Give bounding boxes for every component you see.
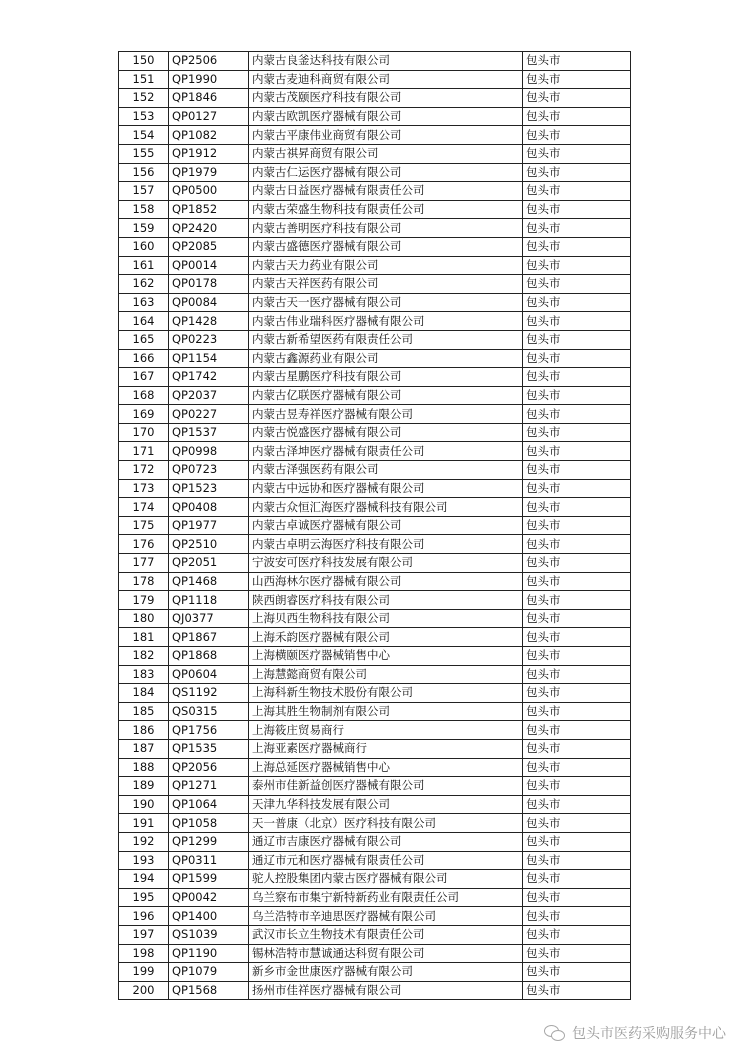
registration-code-cell: QP2051 [169, 554, 249, 573]
registration-code-cell: QP1154 [169, 349, 249, 368]
table-row [119, 739, 631, 758]
watermark-text: 包头市医药采购服务中心 [572, 1026, 726, 1042]
registration-code-cell: QP1058 [169, 814, 249, 833]
row-number-cell: 183 [119, 665, 169, 684]
registration-code-cell: QS0315 [169, 702, 249, 721]
city-cell: 包头市 [523, 721, 631, 740]
registration-code-cell: QP0084 [169, 293, 249, 312]
city-cell: 包头市 [523, 628, 631, 647]
city-cell: 包头市 [523, 330, 631, 349]
company-name-cell: 通辽市元和医疗器械有限责任公司 [249, 851, 523, 870]
row-number-cell: 179 [119, 591, 169, 610]
city-cell: 包头市 [523, 89, 631, 108]
row-number-cell: 178 [119, 572, 169, 591]
city-cell: 包头市 [523, 795, 631, 814]
city-cell: 包头市 [523, 647, 631, 666]
city-cell: 包头市 [523, 851, 631, 870]
city-cell: 包头市 [523, 293, 631, 312]
row-number-cell: 189 [119, 777, 169, 796]
registration-code-cell: QP1400 [169, 907, 249, 926]
company-name-cell: 内蒙古泽坤医疗器械有限责任公司 [249, 442, 523, 461]
row-number-cell: 159 [119, 219, 169, 238]
table-row [119, 405, 631, 424]
city-cell: 包头市 [523, 349, 631, 368]
row-number-cell: 186 [119, 721, 169, 740]
company-name-cell: 武汉市长立生物技术有限责任公司 [249, 925, 523, 944]
table-row [119, 368, 631, 387]
row-number-cell: 185 [119, 702, 169, 721]
registration-code-cell: QP2506 [169, 52, 249, 71]
city-cell: 包头市 [523, 758, 631, 777]
registration-code-cell: QP2420 [169, 219, 249, 238]
company-name-cell: 通辽市吉康医疗器械有限公司 [249, 832, 523, 851]
registry-table [118, 51, 631, 1000]
city-cell: 包头市 [523, 777, 631, 796]
company-name-cell: 内蒙古新希望医药有限责任公司 [249, 330, 523, 349]
table-row [119, 684, 631, 703]
row-number-cell: 172 [119, 461, 169, 480]
row-number-cell: 190 [119, 795, 169, 814]
table-row [119, 200, 631, 219]
row-number-cell: 170 [119, 423, 169, 442]
table-row [119, 423, 631, 442]
row-number-cell: 177 [119, 554, 169, 573]
row-number-cell: 163 [119, 293, 169, 312]
row-number-cell: 165 [119, 330, 169, 349]
row-number-cell: 152 [119, 89, 169, 108]
table-row [119, 777, 631, 796]
table-row [119, 795, 631, 814]
city-cell: 包头市 [523, 925, 631, 944]
city-cell: 包头市 [523, 944, 631, 963]
registration-code-cell: QP0311 [169, 851, 249, 870]
company-name-cell: 内蒙古善明医疗科技有限公司 [249, 219, 523, 238]
watermark [544, 1023, 726, 1043]
row-number-cell: 167 [119, 368, 169, 387]
row-number-cell: 187 [119, 739, 169, 758]
city-cell: 包头市 [523, 739, 631, 758]
row-number-cell: 180 [119, 609, 169, 628]
row-number-cell: 166 [119, 349, 169, 368]
company-name-cell: 上海贝西生物科技有限公司 [249, 609, 523, 628]
city-cell: 包头市 [523, 219, 631, 238]
registration-code-cell: QP1852 [169, 200, 249, 219]
table-row [119, 70, 631, 89]
table-row [119, 907, 631, 926]
row-number-cell: 156 [119, 163, 169, 182]
company-name-cell: 内蒙古昱寿祥医疗器械有限公司 [249, 405, 523, 424]
company-name-cell: 内蒙古日益医疗器械有限责任公司 [249, 182, 523, 201]
registration-code-cell: QP0500 [169, 182, 249, 201]
city-cell: 包头市 [523, 275, 631, 294]
city-cell: 包头市 [523, 870, 631, 889]
table-row [119, 554, 631, 573]
table-row [119, 386, 631, 405]
table-row [119, 944, 631, 963]
company-name-cell: 上海横颐医疗器械销售中心 [249, 647, 523, 666]
city-cell: 包头市 [523, 907, 631, 926]
table-row [119, 330, 631, 349]
company-name-cell: 内蒙古鑫源药业有限公司 [249, 349, 523, 368]
city-cell: 包头市 [523, 832, 631, 851]
city-cell: 包头市 [523, 702, 631, 721]
row-number-cell: 174 [119, 498, 169, 517]
registration-code-cell: QP1868 [169, 647, 249, 666]
registration-code-cell: QP1846 [169, 89, 249, 108]
company-name-cell: 上海筱庄贸易商行 [249, 721, 523, 740]
table-row [119, 349, 631, 368]
company-name-cell: 内蒙古亿联医疗器械有限公司 [249, 386, 523, 405]
table-row [119, 516, 631, 535]
registry-table-container [118, 51, 630, 1000]
company-name-cell: 上海禾韵医疗器械有限公司 [249, 628, 523, 647]
row-number-cell: 198 [119, 944, 169, 963]
city-cell: 包头市 [523, 516, 631, 535]
company-name-cell: 上海其胜生物制剂有限公司 [249, 702, 523, 721]
row-number-cell: 181 [119, 628, 169, 647]
row-number-cell: 184 [119, 684, 169, 703]
row-number-cell: 193 [119, 851, 169, 870]
city-cell: 包头市 [523, 684, 631, 703]
registration-code-cell: QP0227 [169, 405, 249, 424]
company-name-cell: 宁波安可医疗科技发展有限公司 [249, 554, 523, 573]
table-row [119, 163, 631, 182]
table-row [119, 219, 631, 238]
city-cell: 包头市 [523, 237, 631, 256]
city-cell: 包头市 [523, 405, 631, 424]
company-name-cell: 内蒙古卓明云海医疗科技有限公司 [249, 535, 523, 554]
row-number-cell: 171 [119, 442, 169, 461]
table-row [119, 925, 631, 944]
registration-code-cell: QP1912 [169, 144, 249, 163]
table-row [119, 814, 631, 833]
table-row [119, 702, 631, 721]
registration-code-cell: QP2085 [169, 237, 249, 256]
row-number-cell: 153 [119, 107, 169, 126]
row-number-cell: 162 [119, 275, 169, 294]
company-name-cell: 内蒙古中远协和医疗器械有限公司 [249, 479, 523, 498]
table-row [119, 572, 631, 591]
company-name-cell: 天一普康（北京）医疗科技有限公司 [249, 814, 523, 833]
row-number-cell: 158 [119, 200, 169, 219]
row-number-cell: 173 [119, 479, 169, 498]
row-number-cell: 192 [119, 832, 169, 851]
city-cell: 包头市 [523, 591, 631, 610]
registration-code-cell: QP1867 [169, 628, 249, 647]
table-row [119, 628, 631, 647]
city-cell: 包头市 [523, 163, 631, 182]
city-cell: 包头市 [523, 70, 631, 89]
table-row [119, 721, 631, 740]
city-cell: 包头市 [523, 52, 631, 71]
row-number-cell: 150 [119, 52, 169, 71]
registration-code-cell: QP1468 [169, 572, 249, 591]
city-cell: 包头市 [523, 665, 631, 684]
registration-code-cell: QP1535 [169, 739, 249, 758]
city-cell: 包头市 [523, 144, 631, 163]
company-name-cell: 内蒙古仁运医疗器械有限公司 [249, 163, 523, 182]
row-number-cell: 200 [119, 981, 169, 1000]
table-row [119, 591, 631, 610]
table-row [119, 107, 631, 126]
company-name-cell: 内蒙古麦迪科商贸有限公司 [249, 70, 523, 89]
registration-code-cell: QP0178 [169, 275, 249, 294]
company-name-cell: 内蒙古卓诚医疗器械有限公司 [249, 516, 523, 535]
company-name-cell: 天津九华科技发展有限公司 [249, 795, 523, 814]
registration-code-cell: QS1039 [169, 925, 249, 944]
company-name-cell: 陕西朗睿医疗科技有限公司 [249, 591, 523, 610]
registration-code-cell: QJ0377 [169, 609, 249, 628]
row-number-cell: 188 [119, 758, 169, 777]
company-name-cell: 内蒙古良釜达科技有限公司 [249, 52, 523, 71]
row-number-cell: 155 [119, 144, 169, 163]
table-row [119, 89, 631, 108]
city-cell: 包头市 [523, 498, 631, 517]
row-number-cell: 197 [119, 925, 169, 944]
company-name-cell: 内蒙古天祥医药有限公司 [249, 275, 523, 294]
table-row [119, 144, 631, 163]
registration-code-cell: QP1190 [169, 944, 249, 963]
row-number-cell: 164 [119, 312, 169, 331]
registration-code-cell: QP0723 [169, 461, 249, 480]
city-cell: 包头市 [523, 423, 631, 442]
city-cell: 包头市 [523, 107, 631, 126]
registration-code-cell: QP1568 [169, 981, 249, 1000]
table-row [119, 609, 631, 628]
table-row [119, 126, 631, 145]
registration-code-cell: QP1271 [169, 777, 249, 796]
city-cell: 包头市 [523, 479, 631, 498]
wechat-icon [544, 1024, 566, 1042]
registration-code-cell: QP0127 [169, 107, 249, 126]
row-number-cell: 151 [119, 70, 169, 89]
table-row [119, 758, 631, 777]
company-name-cell: 上海慧懿商贸有限公司 [249, 665, 523, 684]
registry-table-body [119, 52, 631, 1000]
city-cell: 包头市 [523, 572, 631, 591]
row-number-cell: 169 [119, 405, 169, 424]
city-cell: 包头市 [523, 888, 631, 907]
company-name-cell: 内蒙古伟业瑞科医疗器械有限公司 [249, 312, 523, 331]
row-number-cell: 191 [119, 814, 169, 833]
row-number-cell: 199 [119, 963, 169, 982]
company-name-cell: 内蒙古荣盛生物科技有限责任公司 [249, 200, 523, 219]
registration-code-cell: QP0014 [169, 256, 249, 275]
city-cell: 包头市 [523, 461, 631, 480]
table-row [119, 963, 631, 982]
registration-code-cell: QP1977 [169, 516, 249, 535]
company-name-cell: 内蒙古悦盛医疗器械有限公司 [249, 423, 523, 442]
registration-code-cell: QP2037 [169, 386, 249, 405]
table-row [119, 182, 631, 201]
row-number-cell: 176 [119, 535, 169, 554]
city-cell: 包头市 [523, 554, 631, 573]
table-row [119, 275, 631, 294]
city-cell: 包头市 [523, 126, 631, 145]
company-name-cell: 山西海林尔医疗器械有限公司 [249, 572, 523, 591]
company-name-cell: 内蒙古泽强医药有限公司 [249, 461, 523, 480]
company-name-cell: 内蒙古星鹏医疗科技有限公司 [249, 368, 523, 387]
city-cell: 包头市 [523, 312, 631, 331]
row-number-cell: 182 [119, 647, 169, 666]
registration-code-cell: QP1079 [169, 963, 249, 982]
registration-code-cell: QP0604 [169, 665, 249, 684]
table-row [119, 832, 631, 851]
registration-code-cell: QP1756 [169, 721, 249, 740]
company-name-cell: 上海科新生物技术股份有限公司 [249, 684, 523, 703]
registration-code-cell: QP1742 [169, 368, 249, 387]
registration-code-cell: QP1599 [169, 870, 249, 889]
table-row [119, 312, 631, 331]
registration-code-cell: QP0998 [169, 442, 249, 461]
company-name-cell: 上海总延医疗器械销售中心 [249, 758, 523, 777]
registration-code-cell: QS1192 [169, 684, 249, 703]
company-name-cell: 内蒙古天一医疗器械有限公司 [249, 293, 523, 312]
company-name-cell: 锡林浩特市慧诚通达科贸有限公司 [249, 944, 523, 963]
table-row [119, 535, 631, 554]
registration-code-cell: QP2510 [169, 535, 249, 554]
table-row [119, 442, 631, 461]
registration-code-cell: QP1523 [169, 479, 249, 498]
row-number-cell: 154 [119, 126, 169, 145]
row-number-cell: 157 [119, 182, 169, 201]
city-cell: 包头市 [523, 609, 631, 628]
table-row [119, 293, 631, 312]
table-row [119, 498, 631, 517]
table-row [119, 647, 631, 666]
city-cell: 包头市 [523, 386, 631, 405]
table-row [119, 888, 631, 907]
registration-code-cell: QP1064 [169, 795, 249, 814]
company-name-cell: 乌兰浩特市辛迪思医疗器械有限公司 [249, 907, 523, 926]
company-name-cell: 内蒙古平康伟业商贸有限公司 [249, 126, 523, 145]
city-cell: 包头市 [523, 368, 631, 387]
company-name-cell: 内蒙古茂颐医疗科技有限公司 [249, 89, 523, 108]
row-number-cell: 175 [119, 516, 169, 535]
row-number-cell: 195 [119, 888, 169, 907]
row-number-cell: 194 [119, 870, 169, 889]
registration-code-cell: QP1979 [169, 163, 249, 182]
table-row [119, 479, 631, 498]
table-row [119, 870, 631, 889]
table-row [119, 237, 631, 256]
city-cell: 包头市 [523, 963, 631, 982]
company-name-cell: 乌兰察布市集宁新特新药业有限责任公司 [249, 888, 523, 907]
registration-code-cell: QP1990 [169, 70, 249, 89]
registration-code-cell: QP1299 [169, 832, 249, 851]
table-row [119, 981, 631, 1000]
company-name-cell: 新乡市金世康医疗器械有限公司 [249, 963, 523, 982]
registration-code-cell: QP0042 [169, 888, 249, 907]
registration-code-cell: QP0223 [169, 330, 249, 349]
city-cell: 包头市 [523, 200, 631, 219]
company-name-cell: 上海亚素医疗器械商行 [249, 739, 523, 758]
city-cell: 包头市 [523, 981, 631, 1000]
registration-code-cell: QP0408 [169, 498, 249, 517]
registration-code-cell: QP2056 [169, 758, 249, 777]
company-name-cell: 泰州市佳新益创医疗器械有限公司 [249, 777, 523, 796]
city-cell: 包头市 [523, 442, 631, 461]
registration-code-cell: QP1082 [169, 126, 249, 145]
row-number-cell: 168 [119, 386, 169, 405]
company-name-cell: 内蒙古天力药业有限公司 [249, 256, 523, 275]
company-name-cell: 驼人控股集团内蒙古医疗器械有限公司 [249, 870, 523, 889]
company-name-cell: 内蒙古盛德医疗器械有限公司 [249, 237, 523, 256]
registration-code-cell: QP1537 [169, 423, 249, 442]
registration-code-cell: QP1118 [169, 591, 249, 610]
city-cell: 包头市 [523, 182, 631, 201]
company-name-cell: 内蒙古众恒汇海医疗器械科技有限公司 [249, 498, 523, 517]
city-cell: 包头市 [523, 535, 631, 554]
city-cell: 包头市 [523, 814, 631, 833]
company-name-cell: 内蒙古欧凯医疗器械有限公司 [249, 107, 523, 126]
city-cell: 包头市 [523, 256, 631, 275]
company-name-cell: 内蒙古祺昇商贸有限公司 [249, 144, 523, 163]
row-number-cell: 196 [119, 907, 169, 926]
company-name-cell: 扬州市佳祥医疗器械有限公司 [249, 981, 523, 1000]
row-number-cell: 161 [119, 256, 169, 275]
table-row [119, 52, 631, 71]
table-row [119, 256, 631, 275]
table-row [119, 851, 631, 870]
registration-code-cell: QP1428 [169, 312, 249, 331]
table-row [119, 665, 631, 684]
table-row [119, 461, 631, 480]
row-number-cell: 160 [119, 237, 169, 256]
